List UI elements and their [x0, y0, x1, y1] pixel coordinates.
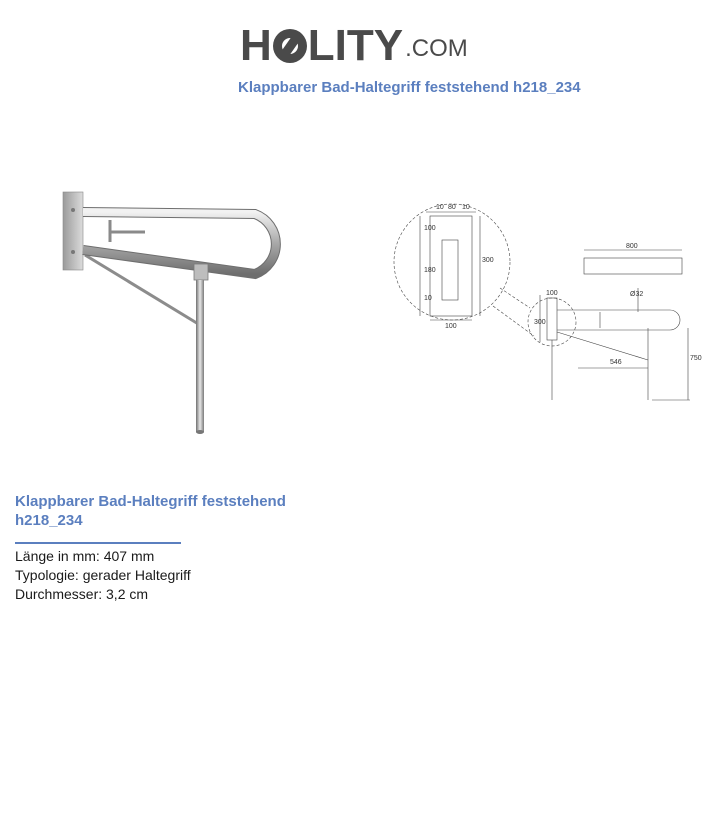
dim-w100: 100 [546, 290, 558, 297]
page-title: Klappbarer Bad-Haltegriff feststehend h218_234 [238, 79, 581, 96]
dim-dia32: Ø32 [630, 291, 644, 298]
logo-tld: .COM [405, 35, 468, 62]
dim-180: 180 [424, 267, 436, 274]
dim-10-left: 10 [424, 295, 432, 302]
technical-drawing [390, 200, 710, 420]
logo-letters: LITY [307, 21, 404, 70]
product-title-line1: Klappbarer Bad-Haltegriff feststehend [15, 493, 286, 510]
dim-750: 750 [690, 355, 702, 362]
dim-10a: 10 [436, 204, 444, 211]
logo-o-icon [273, 29, 307, 63]
title-divider [15, 542, 181, 544]
dim-800: 800 [626, 243, 638, 250]
spec-diameter: Durchmesser: 3,2 cm [15, 586, 149, 602]
logo-letter-h: H [240, 21, 272, 70]
product-title-line2: h218_234 [15, 512, 83, 529]
dim-300: 300 [482, 257, 494, 264]
dim-80: 80 [448, 204, 456, 211]
dim-100-top: 100 [424, 225, 436, 232]
product-title [15, 492, 345, 530]
holity-logo[interactable] [240, 18, 468, 68]
product-specs [15, 547, 191, 604]
dim-10b: 10 [462, 204, 470, 211]
dim-100-bottom: 100 [445, 323, 457, 330]
dim-w300: 300 [534, 319, 546, 326]
spec-typology: Typologie: gerader Haltegriff [15, 567, 191, 583]
product-photo [55, 180, 295, 440]
dim-546: 546 [610, 359, 622, 366]
spec-length: Länge in mm: 407 mm [15, 548, 155, 564]
